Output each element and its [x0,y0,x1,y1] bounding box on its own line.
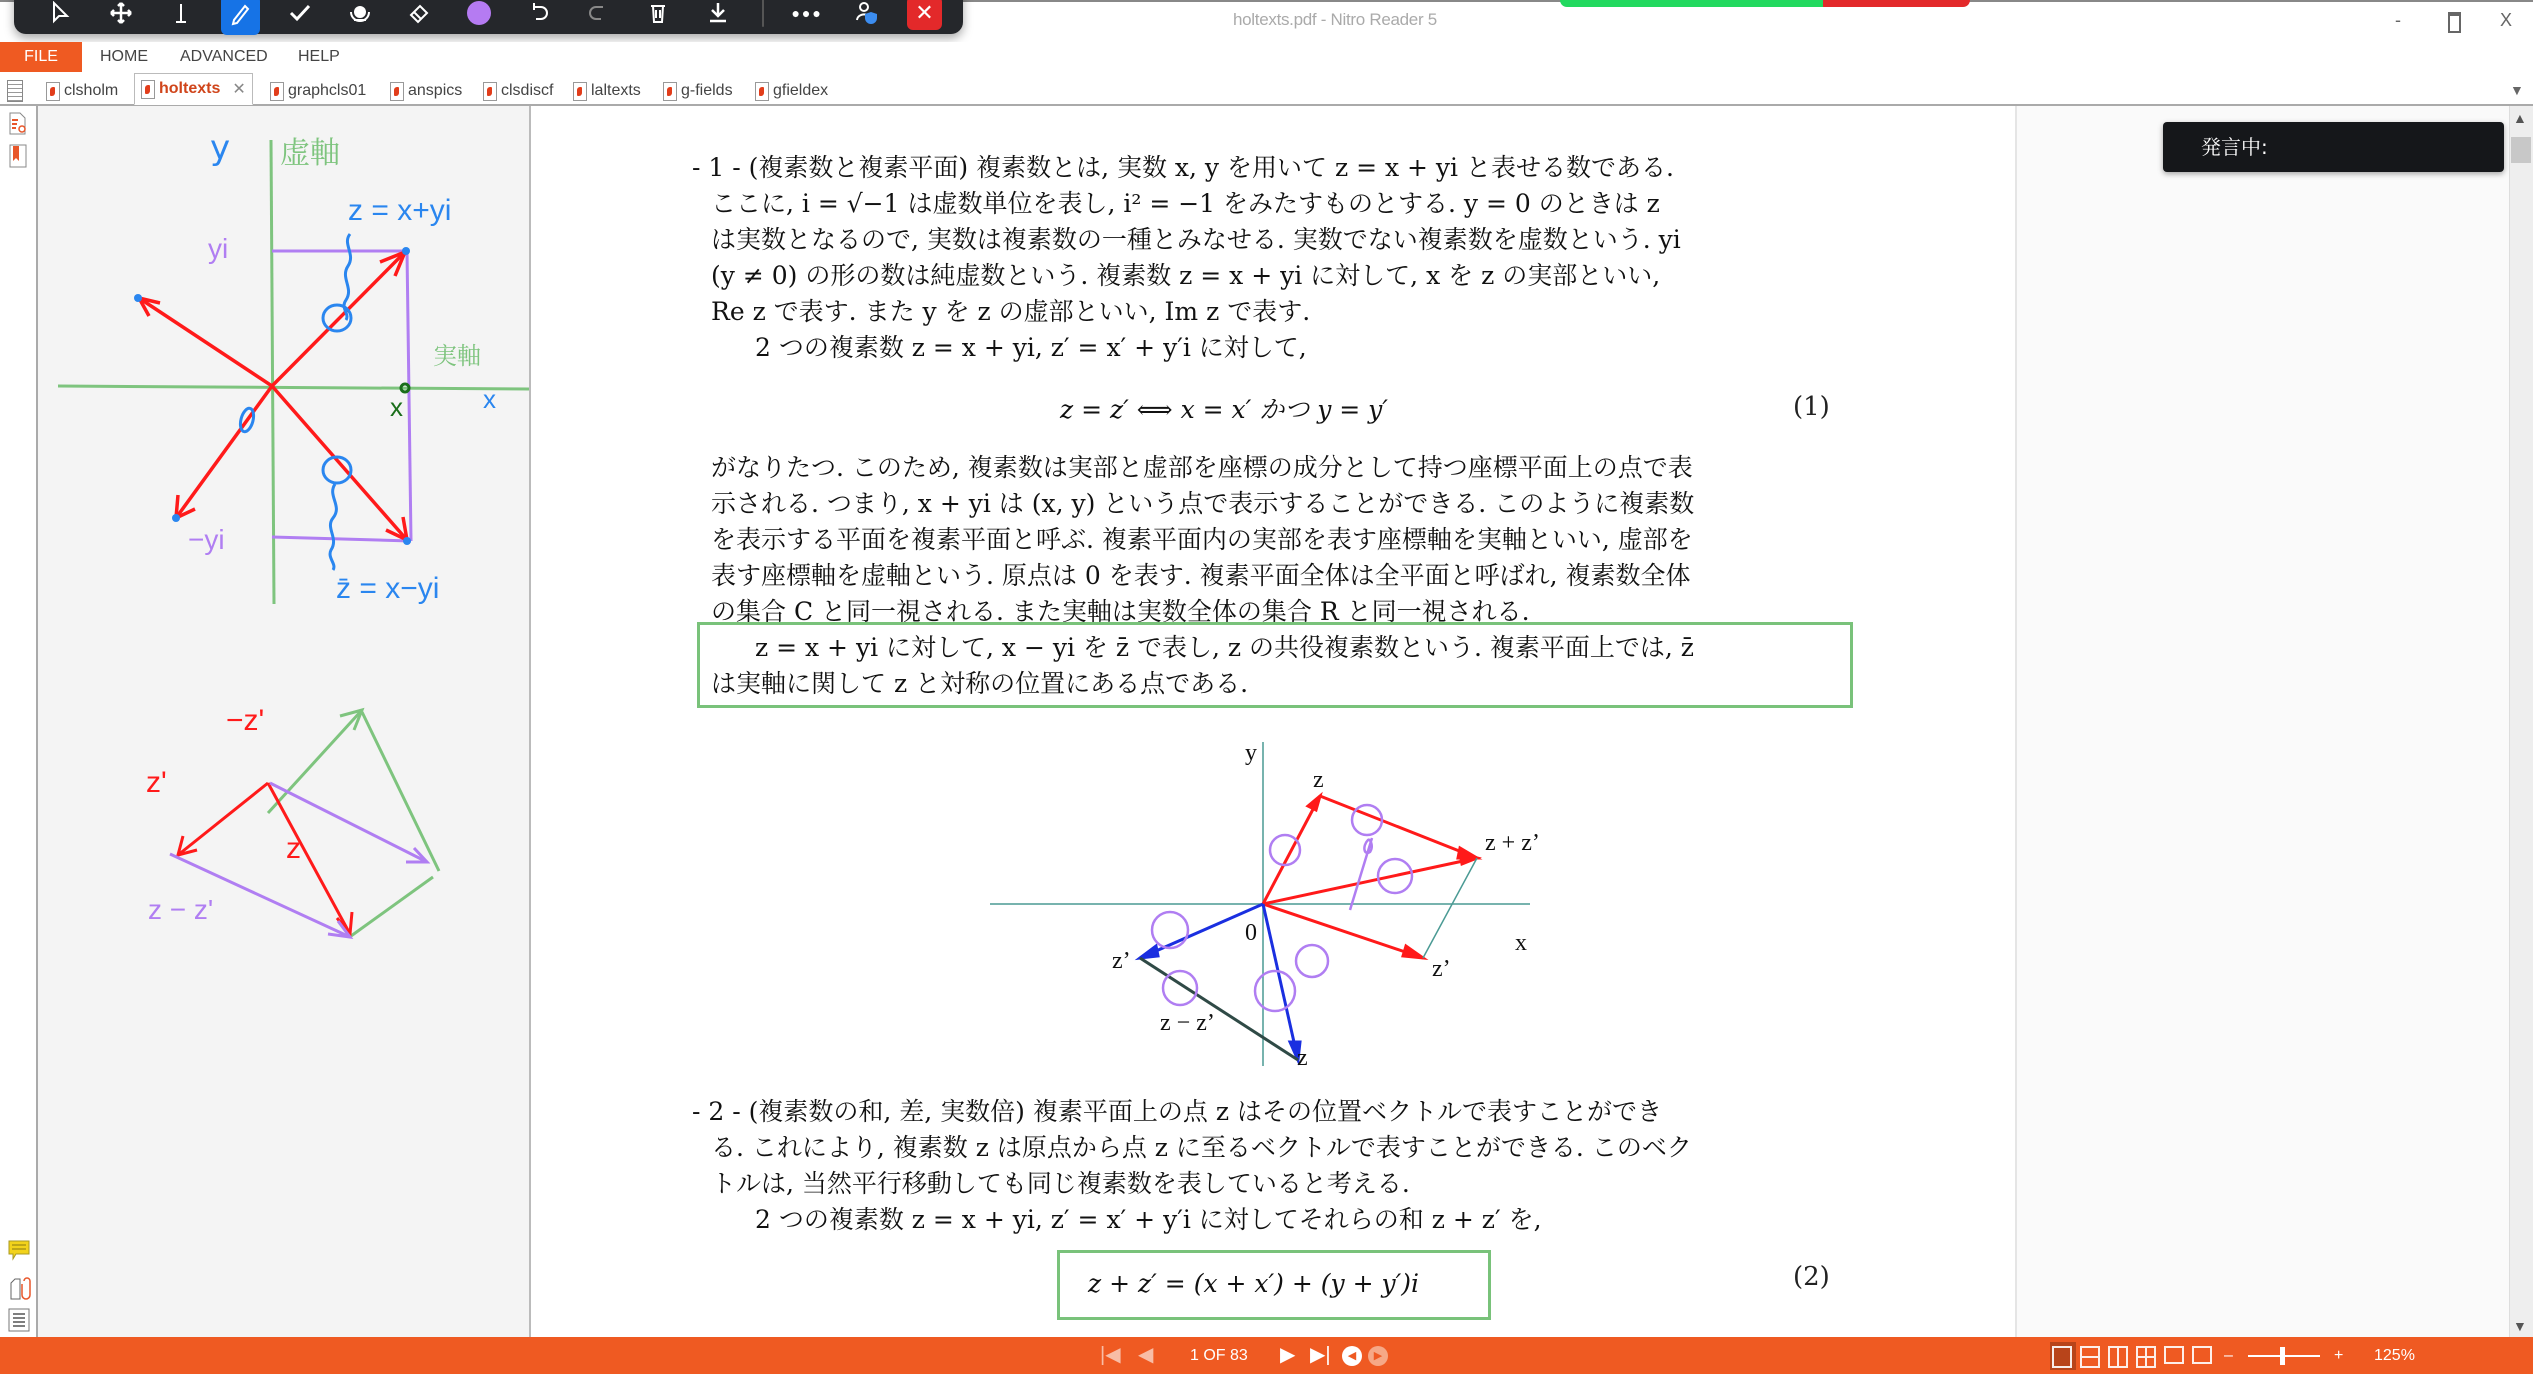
note-imaginary-axis: 虚軸 [280,137,340,170]
bookmarks-icon[interactable] [8,144,28,166]
section1-p2-line-2: 示される. つまり, x + yi は (x, y) という点で表示することができる. このように複素数 [711,489,1695,518]
select-arrow-icon[interactable] [42,0,81,30]
section1-p2-line-3: を表示する平面を複素平面と呼ぶ. 複素平面内の実部を表す座標軸を実軸といい, 虚部を [711,525,1693,554]
comments-icon[interactable] [8,1240,28,1262]
pen-color-swatch[interactable] [460,0,499,30]
section1-line-2: ここに, i = √−1 は虚数単位を表し, i² = −1 をみたすものとする. y = 0 のときは z [711,189,1660,218]
close-tab-icon[interactable]: ✕ [232,81,246,98]
close-toolbar-icon[interactable]: ✕ [907,0,942,30]
tab-laltexts[interactable]: laltexts [573,76,641,106]
pdf-file-icon [755,82,769,101]
menu-home[interactable]: HOME [100,48,148,65]
pen-toolbar [14,0,963,34]
pen-icon[interactable] [221,0,260,35]
speaking-indicator-popup: 発言中: [2163,122,2504,172]
section1-line-3: は実数となるので, 実数は複素数の一種とみなせる. 実数でない複素数を虚数という. yi [711,225,1681,254]
figure-z-plus-zprime-label: z + z’ [1485,830,1540,856]
note-x-mark: x [390,392,403,422]
full-screen-view-icon[interactable] [2192,1346,2212,1364]
figure-z-bottom-label: z [1297,1045,1308,1071]
first-page-icon[interactable]: |◀ [1100,1344,1121,1366]
figure-x-axis-label: x [1515,930,1527,956]
section1-line-6: 2 つの複素数 z = x + yi, z′ = x′ + y′i に対して, [755,333,1307,362]
section1-p2-line-1: がなりたつ. このため, 複素数は実部と虚部を座標の成分として持つ座標平面上の点で表 [711,453,1693,482]
zoom-slider-thumb[interactable] [2280,1347,2285,1365]
next-page-icon[interactable]: ▶ [1280,1344,1296,1366]
previous-view-icon[interactable]: ◀ [1342,1346,1362,1366]
pdf-file-icon [46,82,60,101]
conjugate-line-1: z = x + yi に対して, x − yi を z̄ で表し, z の共役複素数という. 複素平面上では, z̄ [755,633,1694,662]
pan-move-icon[interactable] [102,0,141,30]
figure-zprime-left-label: z’ [1112,948,1131,974]
minimize-button[interactable]: - [2395,10,2401,30]
last-page-icon[interactable]: ▶| [1310,1344,1331,1366]
single-page-view-icon[interactable] [2052,1346,2072,1368]
figure-z-label: z [1313,767,1324,793]
zoom-level[interactable]: 125% [2374,1347,2415,1364]
menu-bar [0,42,2533,72]
figure-z-minus-zprime-label: z − z’ [1160,1010,1215,1036]
equation-1-number: (1) [1793,392,1830,422]
note-neg-yi: −yi [188,524,225,555]
vector-diagram-figure [980,720,1560,1080]
text-cursor-icon[interactable] [161,0,200,30]
continuous-view-icon[interactable] [2080,1346,2100,1368]
tab-holtexts[interactable]: holtexts ✕ [134,73,253,105]
tab-g-fields[interactable]: g-fields [663,76,733,106]
redo-icon[interactable] [579,0,618,30]
pdf-file-icon [663,82,677,101]
trash-icon[interactable] [639,0,678,30]
maximize-button[interactable] [2436,6,2472,34]
maximize-icon [2448,12,2461,33]
note-z-minus-zprime: z − z' [148,894,214,925]
document-outline-icon[interactable] [8,1308,28,1330]
scrollbar-thumb[interactable] [2511,137,2531,163]
tab-clsdiscf[interactable]: clsdiscf [483,76,553,106]
menu-advanced[interactable]: ADVANCED [180,48,268,65]
pdf-file-icon [270,82,284,101]
tab-clsholm[interactable]: clsholm [46,76,118,106]
scroll-up-arrow-icon[interactable]: ▲ [2513,110,2527,126]
tab-anspics[interactable]: anspics [390,76,462,106]
previous-page-icon[interactable]: ◀ [1138,1344,1154,1366]
note-x-axis-label: x [483,384,496,414]
close-window-button[interactable]: X [2499,10,2512,30]
facing-continuous-view-icon[interactable] [2136,1346,2156,1368]
attachments-icon[interactable] [8,1277,28,1299]
section2-line-2: る. これにより, 複素数 z は原点から点 z に至るベクトルで表すことができる. このベク [711,1133,1692,1162]
equation-2-number: (2) [1793,1262,1830,1292]
figure-zprime-right-label: z’ [1432,956,1451,982]
more-options-icon[interactable]: ●●● [791,5,823,21]
section2-line-4: 2 つの複素数 z = x + yi, z′ = x′ + y′i に対してそれらの和 z + z′ を, [755,1205,1542,1234]
window-title: holtexts.pdf - Nitro Reader 5 [1233,10,1437,29]
download-icon[interactable] [698,0,737,30]
scroll-down-arrow-icon[interactable]: ▼ [2513,1318,2527,1334]
note-zprime: z' [146,766,167,799]
page-thumbnails-search-icon[interactable] [8,112,28,134]
user-shield-icon[interactable] [847,0,886,30]
page-indicator[interactable]: 1 OF 83 [1190,1347,1248,1364]
section2-line-1: - 2 - (複素数の和, 差, 実数倍) 複素平面上の点 z はその位置ベクトルで表すことができ [692,1097,1662,1126]
section1-line-1: - 1 - (複素数と複素平面) 複素数とは, 実数 x, y を用いて z = x + yi と表せる数である. [692,153,1674,182]
figure-origin-label: 0 [1245,920,1257,946]
tab-graphcls01[interactable]: graphcls01 [270,76,366,106]
undo-icon[interactable] [519,0,558,30]
note-yi: yi [208,233,229,264]
handwritten-complex-plane-sketch [38,106,529,1337]
section1-line-4: (y ≠ 0) の形の数は純虚数という. 複素数 z = x + yi に対して, x を z の実部といい, [711,261,1661,290]
zoom-out-button[interactable]: – [2224,1347,2233,1364]
pdf-file-icon [390,82,404,101]
highlighter-icon[interactable] [340,0,379,30]
menu-help[interactable]: HELP [298,48,340,65]
note-real-axis: 実軸 [433,343,481,370]
note-z: z [286,832,301,865]
next-view-icon[interactable]: ▶ [1368,1346,1388,1366]
eraser-icon[interactable] [400,0,439,30]
zoom-in-button[interactable]: + [2334,1347,2344,1364]
page-gutter-right [2017,106,2509,1337]
note-z-equation: z = x+yi [348,194,452,227]
conjugate-line-2: は実軸に関して z と対称の位置にある点である. [711,669,1249,698]
equation-1: z = z′ ⟺ x = x′ かつ y = y′ [1060,395,1388,424]
left-navigation-strip [0,106,38,1337]
tab-gfieldex[interactable]: gfieldex [755,76,828,106]
pdf-file-icon [573,82,587,101]
menu-file[interactable]: FILE [0,42,82,72]
vertical-scrollbar[interactable] [2509,106,2533,1337]
recording-status-bar [1560,0,1970,7]
note-neg-zprime: −z' [226,704,265,737]
section1-p2-line-5: の集合 C と同一視される. また実軸は実数全体の集合 R と同一視される. [711,597,1530,622]
tab-overflow-chevron-icon[interactable]: ▼ [2510,82,2524,98]
equation-2: z + z′ = (x + x′) + (y + y′)i [1088,1269,1420,1298]
note-zbar-equation: z̄ = x−yi [336,572,440,605]
figure-y-axis-label: y [1245,740,1257,766]
pdf-file-icon [483,82,497,101]
handwritten-notes-panel [38,106,529,1337]
presentation-view-icon[interactable] [2164,1346,2184,1364]
facing-view-icon[interactable] [2108,1346,2128,1368]
toolbar-divider [762,0,764,27]
section2-line-3: トルは, 当然平行移動しても同じ複素数を表していると考える. [711,1169,1410,1198]
pdf-file-icon [141,80,155,99]
section1-line-5: Re z で表す. また y を z の虚部といい, Im z で表す. [711,297,1311,326]
note-y-label: y [210,128,231,168]
checkmark-icon[interactable] [281,0,320,30]
document-tab-bar [0,72,2533,106]
tab-list-icon[interactable] [7,80,23,102]
section1-p2-line-4: 表す座標軸を虚軸という. 原点は 0 を表す. 複素平面全体は全平面と呼ばれ, 複素数全体 [711,561,1691,590]
